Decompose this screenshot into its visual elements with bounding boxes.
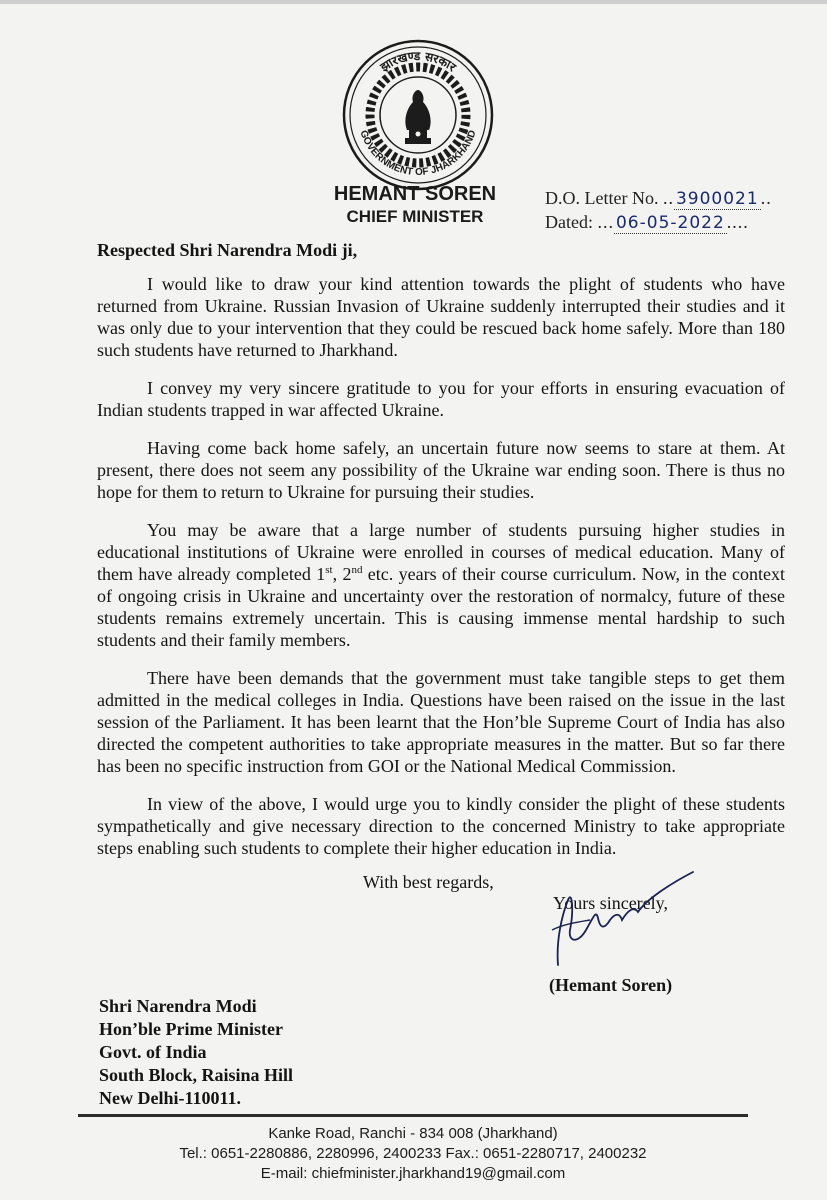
paragraph [97, 519, 785, 651]
footer-phones: Tel.: 0651-2280886, 2280996, 2400233 Fax.: 0651-2280717, 2400232 [179, 1145, 647, 1162]
ordinal-suffix: st [325, 564, 333, 576]
letter-no-label: D.O. Letter No. [545, 188, 659, 208]
letter-body [97, 273, 785, 875]
sender-name: HEMANT SOREN [333, 183, 497, 205]
recipient-line: New Delhi-110011. [99, 1088, 241, 1108]
footer-address: Kanke Road, Ranchi - 834 008 (Jharkhand) [268, 1125, 558, 1142]
state-emblem-seal [341, 38, 495, 192]
recipient-line: South Block, Raisina Hill [99, 1065, 294, 1085]
paragraph-text: You may be aware that a large number of students pursuing higher studies in educational institutions of Ukraine were enrolled in courses of medical education. Many of them have already completed 1 [97, 520, 785, 584]
emblem-top-text: झारखण्ड सरकार [377, 48, 459, 75]
date-value: 06-05-2022 [615, 213, 725, 233]
footer-email: E-mail: chiefminister.jharkhand19@gmail.com [260, 1165, 566, 1182]
footer-divider [78, 1114, 748, 1117]
emblem-bottom-text: GOVERNMENT OF JHARKHAND [357, 128, 479, 179]
paragraph: In view of the above, I would urge you to kindly consider the plight of these students sympathetically and give necessary direction to the concerned Ministry to take appropriate steps enabling such students to complete their higher education in India. [97, 794, 785, 858]
letterhead-footer [78, 1124, 748, 1184]
sender-block [300, 182, 530, 228]
salutation: Respected Shri Narendra Modi ji, [97, 240, 358, 260]
recipient-line: Shri Narendra Modi [99, 996, 257, 1016]
letter-no-value: 3900021 [675, 189, 759, 209]
paragraph: There have been demands that the government must take tangible steps to get them admitted in the medical colleges in India. Questions have been raised on the issue in the last session of the Parliament. It has been learnt that the Hon’ble Supreme Court of India has also directed the competent authorities to take appropriate measures in the matter. But so far there has been no specific instruction from GOI or the National Medical Commission. [97, 668, 785, 776]
sender-title: CHIEF MINISTER [346, 207, 484, 226]
recipient-line: Govt. of India [99, 1042, 207, 1062]
paragraph: I would like to draw your kind attention towards the plight of students who have returned from Ukraine. Russian Invasion of Ukraine suddenly interrupted their studies and it was only due to your intervention that they could be rescued back home safely. More than 180 such students have returned to Jharkhand. [97, 274, 785, 360]
signature-icon [538, 870, 708, 975]
paragraph: Having come back home safely, an uncertain future now seems to stare at them. At present, there does not seem any possibility of the Ukraine war ending soon. There is thus no hope for them to return to Ukraine for pursuing their studies. [97, 438, 785, 502]
closing-regards: With best regards, [363, 872, 494, 892]
page-top-edge [0, 0, 827, 4]
paragraph-text: etc. years of their course curriculum. Now, in the context of ongoing crisis in Ukraine and uncertainty over the restoration of normalcy, future of these students remains extremely uncertain. This is causing immense mental hardship to such students and their family members. [97, 564, 786, 650]
date-label: Dated: [545, 212, 593, 232]
recipient-line: Hon’ble Prime Minister [99, 1019, 283, 1039]
sign-off: Yours sincerely, [553, 893, 668, 913]
paragraph-text: , 2 [332, 564, 352, 584]
letter-reference: D.O. Letter No. .. 3900021 .. Dated: ... 06-05-2022 .... [545, 188, 772, 233]
ordinal-suffix: nd [351, 564, 363, 576]
recipient-address [99, 995, 293, 1110]
paragraph: I convey my very sincere gratitude to you for your efforts in ensuring evacuation of Indian students trapped in war affected Ukraine. [97, 378, 785, 420]
signatory-name: (Hemant Soren) [549, 975, 673, 995]
